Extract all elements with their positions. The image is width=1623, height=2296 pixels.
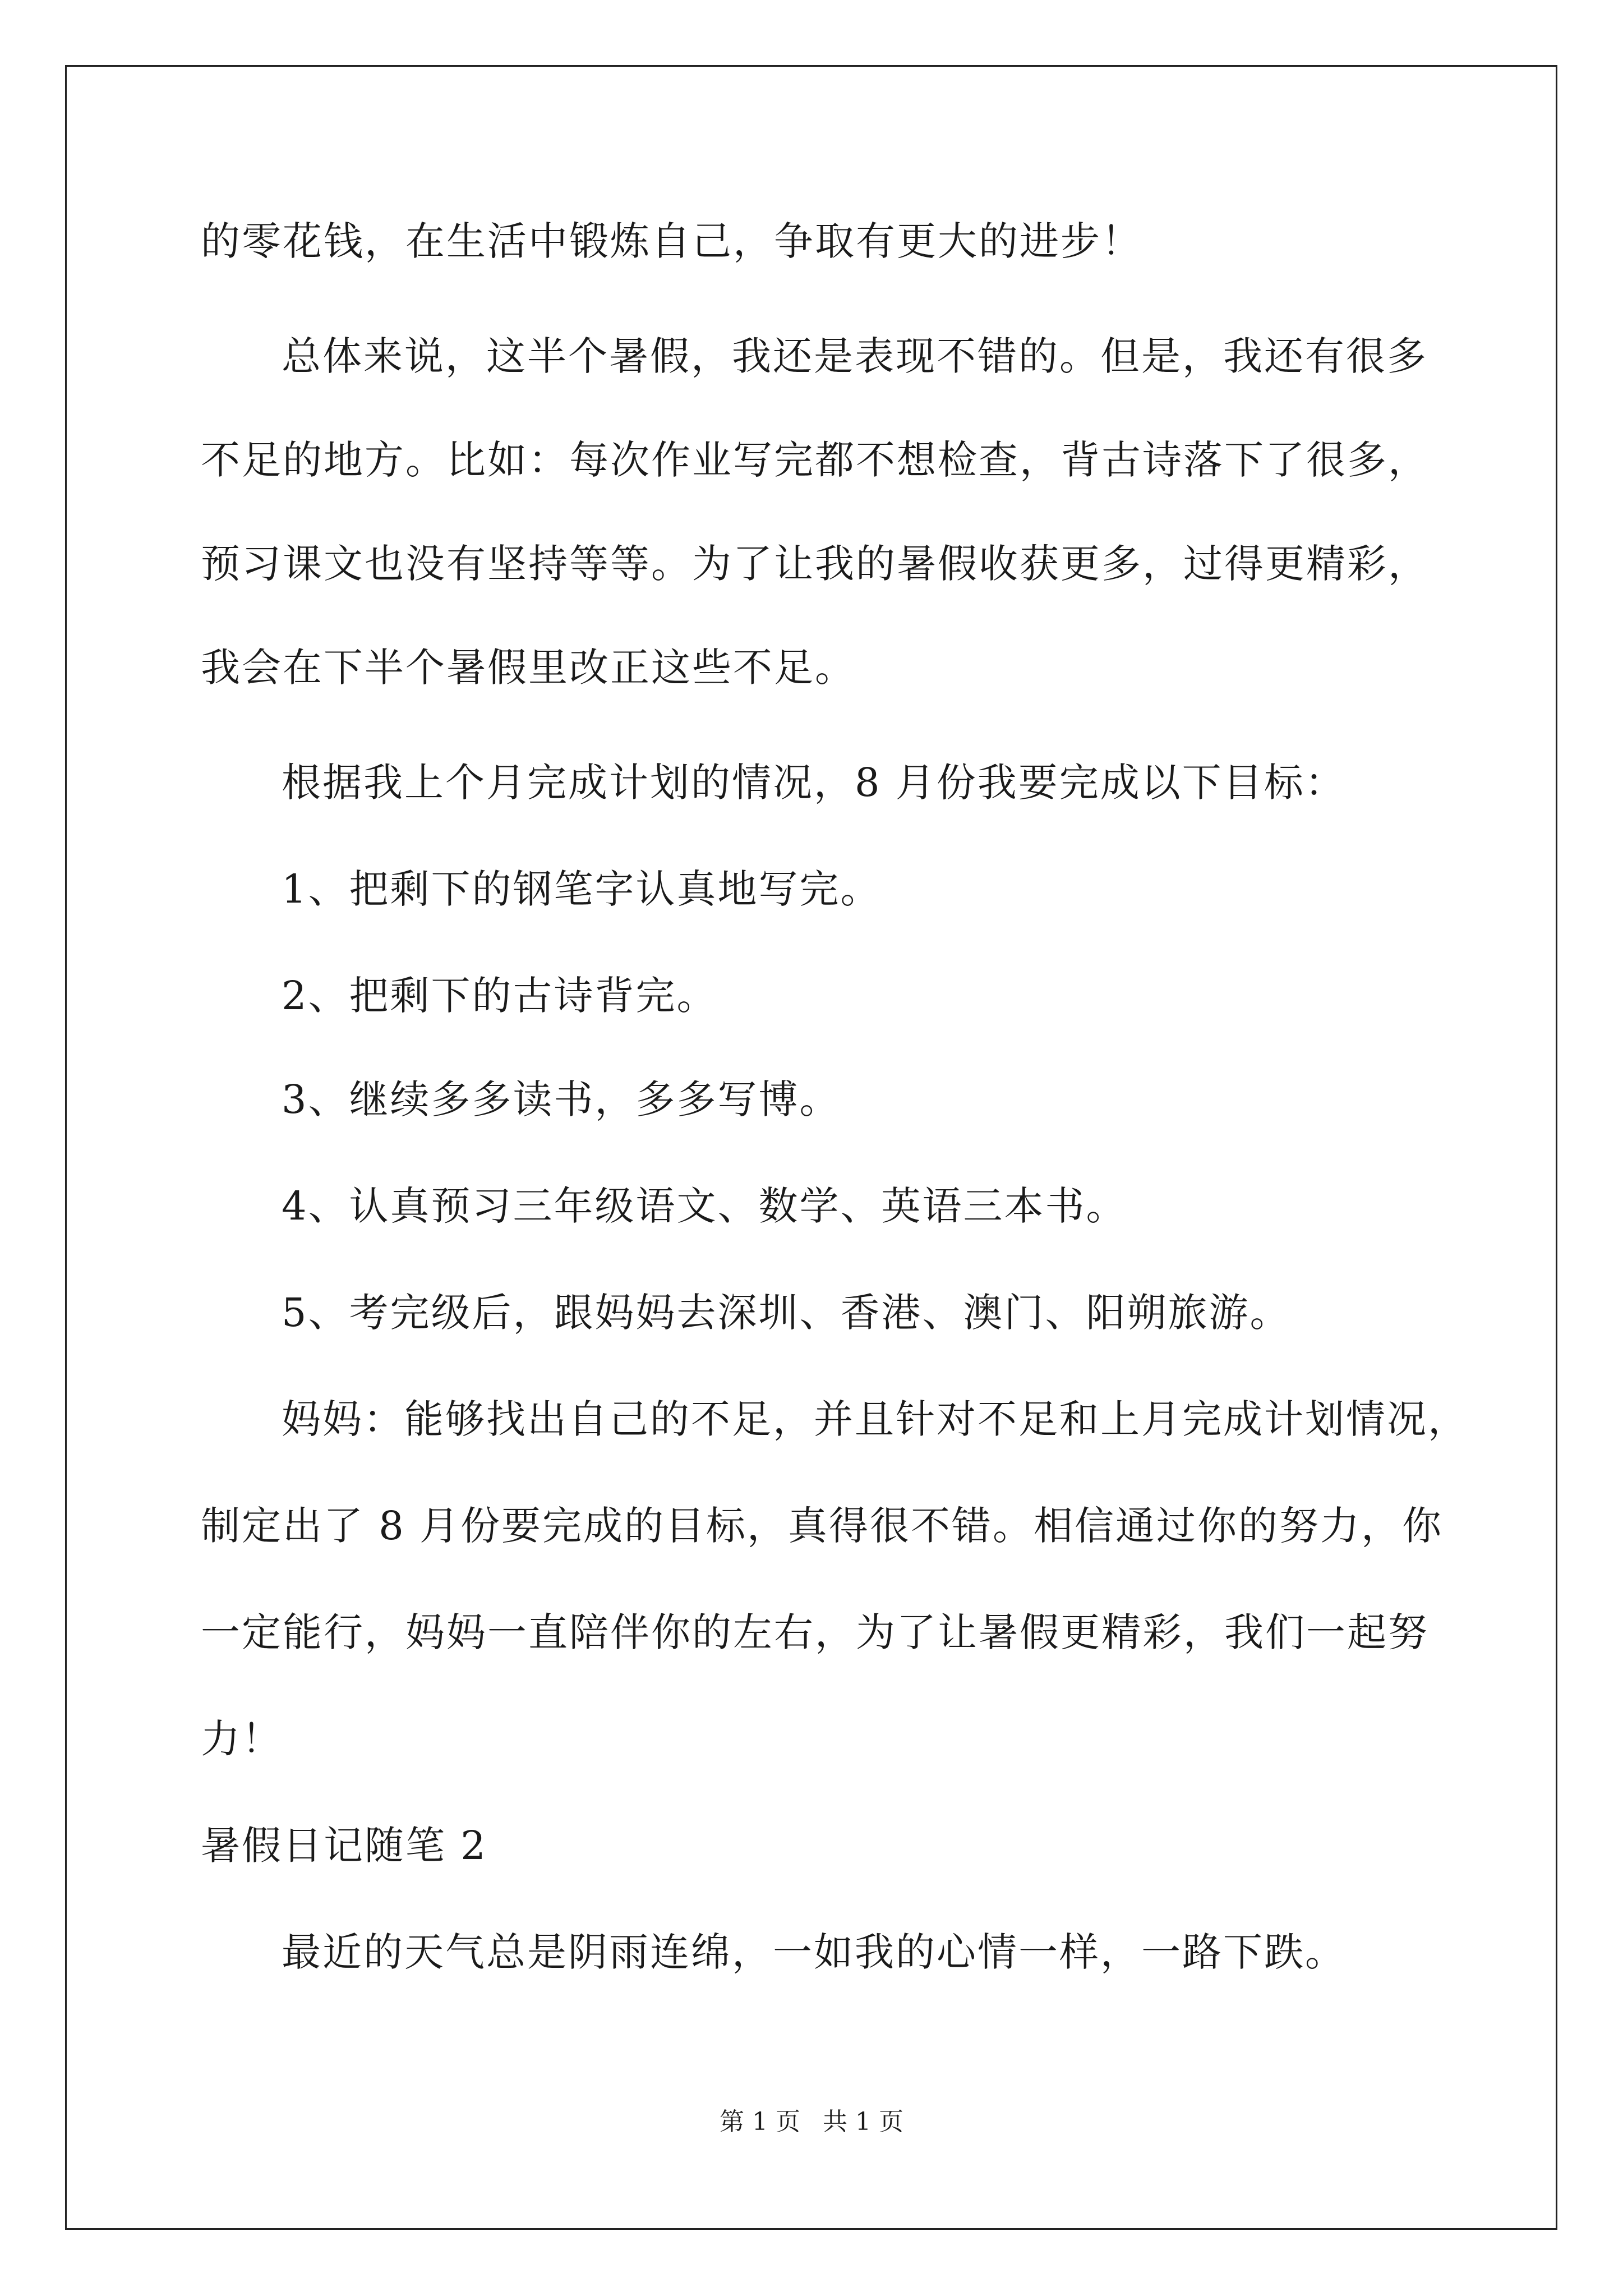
page-total: 共 1 页: [823, 2108, 903, 2136]
page-footer: [0, 2106, 1623, 2138]
text-line-5: 我会在下半个暑假里改正这些不足。: [201, 645, 856, 691]
text-line-12: 妈妈：能够找出自己的不足，并且针对不足和上月完成计划情况，: [282, 1396, 1469, 1442]
text-line-9: 3、继续多多读书，多多写博。: [282, 1076, 841, 1122]
text-line-10: 4、认真预习三年级语文、数学、英语三本书。: [282, 1183, 1127, 1229]
text-line-8: 2、把剩下的古诗背完。: [282, 973, 718, 1019]
text-line-4: 预习课文也没有坚持等等。为了让我的暑假收获更多，过得更精彩，: [201, 541, 1429, 587]
text-line-17: 最近的天气总是阴雨连绵，一如我的心情一样，一路下跌。: [282, 1929, 1346, 1975]
page-number: 第 1 页: [720, 2108, 800, 2136]
page-border: [65, 65, 1557, 2230]
text-line-3: 不足的地方。比如：每次作业写完都不想检查，背古诗落下了很多，: [201, 437, 1429, 483]
text-line-1: 的零花钱，在生活中锻炼自己，争取有更大的进步！: [201, 218, 1142, 264]
text-line-2: 总体来说，这半个暑假，我还是表现不错的。但是，我还有很多: [282, 333, 1428, 379]
text-line-6: 根据我上个月完成计划的情况，8 月份我要完成以下目标：: [282, 760, 1346, 806]
text-line-15: 力！: [201, 1716, 283, 1762]
text-line-11: 5、考完级后，跟妈妈去深圳、香港、澳门、阳朔旅游。: [282, 1290, 1291, 1336]
text-line-7: 1、把剩下的钢笔字认真地写完。: [282, 866, 882, 912]
text-line-14: 一定能行，妈妈一直陪伴你的左右，为了让暑假更精彩，我们一起努: [201, 1609, 1429, 1655]
section-heading: 暑假日记随笔 2: [201, 1823, 487, 1869]
text-line-13: 制定出了 8 月份要完成的目标，真得很不错。相信通过你的努力，你: [201, 1503, 1444, 1549]
